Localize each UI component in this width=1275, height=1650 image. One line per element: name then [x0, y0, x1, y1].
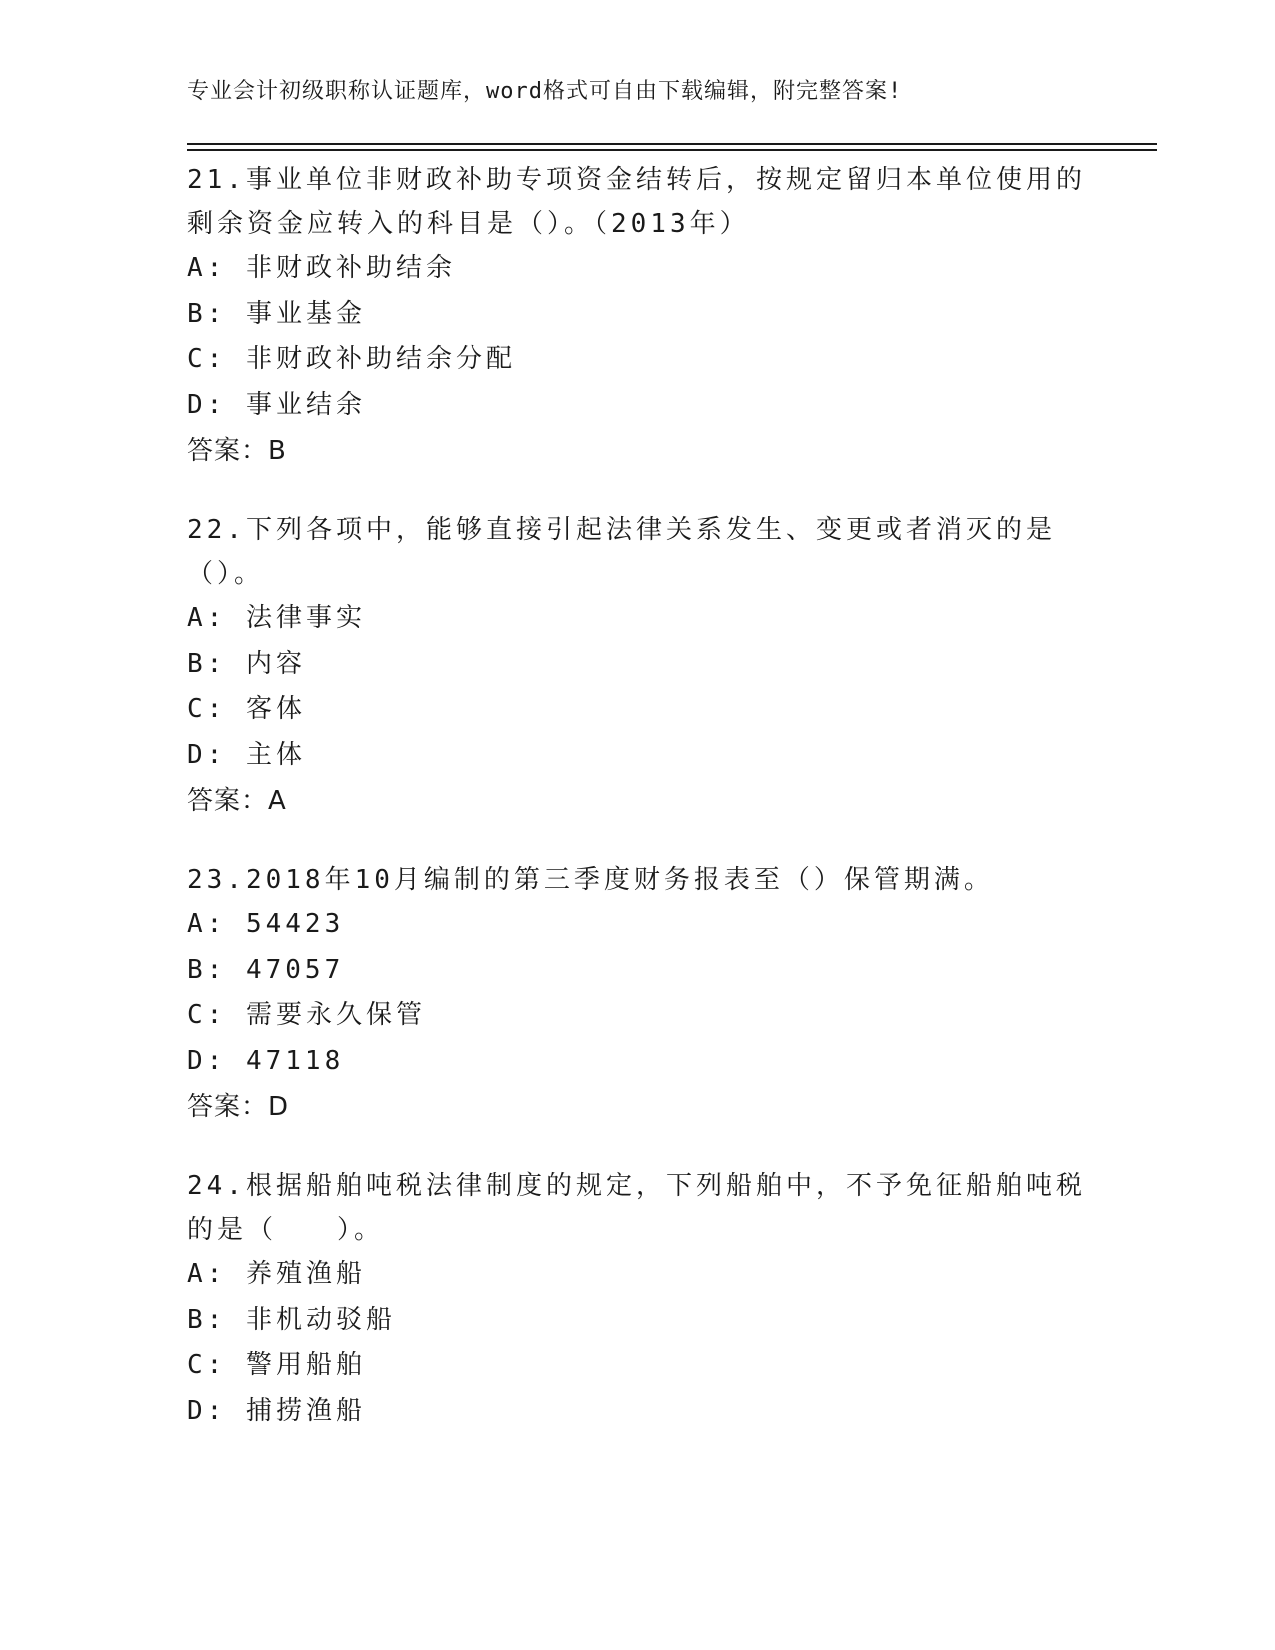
option-b: B: 47057	[187, 954, 345, 985]
answer-line: 答案：B	[187, 436, 287, 466]
option-c: C: 非财政补助结余分配	[187, 344, 516, 374]
question-text: 23.2018年10月编制的第三季度财务报表至（）保管期满。	[187, 865, 994, 895]
answer-line: 答案：D	[187, 1092, 290, 1122]
question-text: 21.事业单位非财政补助专项资金结转后，按规定留归本单位使用的剩余资金应转入的科目是（）。（2013年）	[187, 165, 1086, 239]
header-divider-top	[187, 143, 1157, 145]
option-a: A: 养殖渔船	[187, 1259, 366, 1289]
question-24	[187, 1164, 1087, 1434]
question-text: 22.下列各项中，能够直接引起法律关系发生、变更或者消灭的是（）。	[187, 515, 1056, 589]
option-d: D: 事业结余	[187, 389, 366, 420]
question-21	[187, 158, 1087, 474]
answer-line: 答案：A	[187, 786, 287, 816]
option-d: D: 捕捞渔船	[187, 1395, 366, 1426]
option-c: C: 客体	[187, 694, 306, 724]
question-text: 24.根据船舶吨税法律制度的规定，下列船舶中，不予免征船舶吨税的是（ ）。	[187, 1171, 1086, 1245]
option-b: B: 事业基金	[187, 298, 366, 329]
question-list	[187, 158, 1087, 1468]
option-b: B: 内容	[187, 648, 306, 679]
option-c: C: 需要永久保管	[187, 1000, 426, 1030]
question-22	[187, 508, 1087, 824]
option-d: D: 主体	[187, 739, 306, 770]
document-header: 专业会计初级职称认证题库，word格式可自由下载编辑，附完整答案!	[187, 79, 903, 104]
question-23	[187, 858, 1087, 1130]
option-d: D: 47118	[187, 1045, 345, 1076]
option-a: A: 非财政补助结余	[187, 253, 456, 283]
option-c: C: 警用船舶	[187, 1350, 366, 1380]
option-a: A: 54423	[187, 909, 345, 939]
header-divider-bottom	[187, 149, 1157, 151]
option-a: A: 法律事实	[187, 603, 366, 633]
option-b: B: 非机动驳船	[187, 1304, 396, 1335]
